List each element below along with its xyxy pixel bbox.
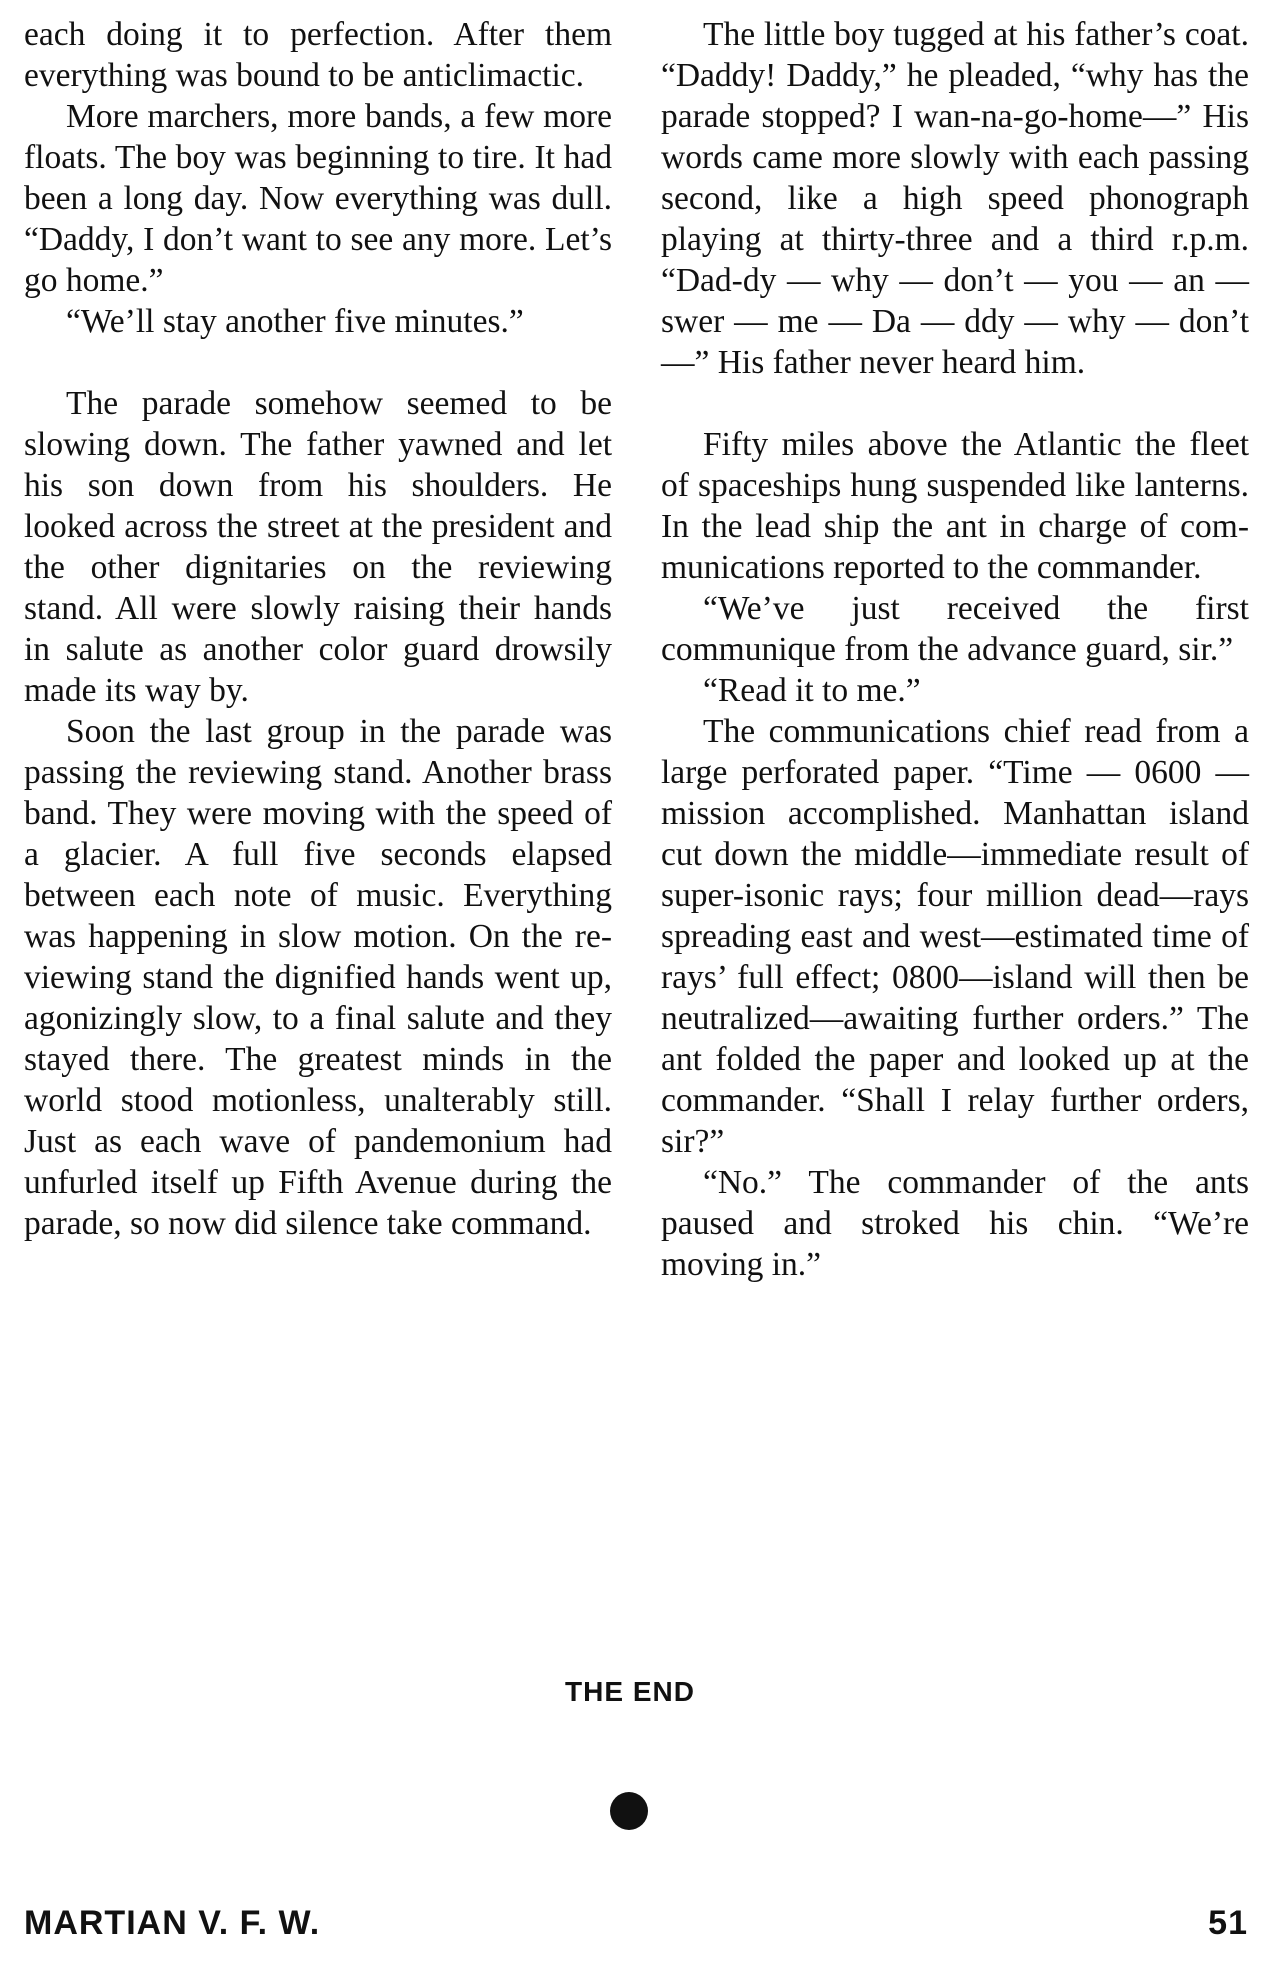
paragraph: The parade somehow seemed to be slowing down. The father yawned and let his son down from his shoulders. He looked across the street at the president and the other dignitaries on the reviewing stand. All were slowly raising their hands in salute as another color guard drowsily made its way by. (24, 385, 612, 709)
right-text-column (661, 14, 1249, 1285)
paragraph: The little boy tugged at his father’s coat. “Daddy! Daddy,” he pleaded, “why has the parade stopped? I wan-na-go-home—” His words came more slowly with each passing second, like a high speed phonograph playing at thirty-three and a third r.p.m. “Dad-dy — why — don’t — you — an — swer — me — Da — ddy — why — don’t —” His father never heard him. (661, 16, 1249, 381)
paragraph: “We’ve just received the first communique from the advance guard, sir.” (661, 590, 1249, 668)
end-marker: THE END (565, 1676, 695, 1707)
page-number: 51 (1208, 1904, 1248, 1942)
paragraph: More marchers, more bands, a few more floats. The boy was beginning to tire. It had been a long day. Now everything was dull. “Daddy, I don’t want to see any more. Let’s go home.” (24, 98, 612, 299)
paragraph: “Read it to me.” (703, 672, 921, 709)
paragraph: “No.” The commander of the ants paused and stroked his chin. “We’re moving in.” (661, 1164, 1249, 1283)
paragraph: The communications chief read from a large perforated paper. “Time — 0600 — mission accomplished. Manhattan island cut down the middle—immediate result of super-isonic rays; four million dead—rays spreading east and west—estimated time of rays’ full effect; 0800—island will then be neutralized—awaiting further orders.” The ant folded the paper and looked up at the commander. “Shall I relay further orders, sir?” (661, 713, 1249, 1160)
bullet-ornament-icon (610, 1792, 648, 1830)
paragraph: Soon the last group in the parade was passing the reviewing stand. Another brass band. They were moving with the speed of a glacier. A full five seconds elapsed between each note of music. Everything was happening in slow motion. On the reviewing stand the dignified hands went up, agonizingly slow, to a final salute and they stayed there. The greatest minds in the world stood motionless, unalterably still. Just as each wave of pandemonium had unfurled itself up Fifth Avenue during the parade, so now did silence take command. (24, 713, 612, 1242)
paragraph: Fifty miles above the Atlantic the fleet of spaceships hung suspended like lanterns. In the lead ship the ant in charge of communications reported to the commander. (661, 426, 1249, 586)
publication-title: MARTIAN V. F. W. (24, 1904, 321, 1942)
paragraph: each doing it to perfection. After them everything was bound to be anticlimactic. (24, 16, 612, 94)
left-text-column (24, 14, 612, 1244)
paragraph: “We’ll stay another five minutes.” (66, 303, 524, 340)
